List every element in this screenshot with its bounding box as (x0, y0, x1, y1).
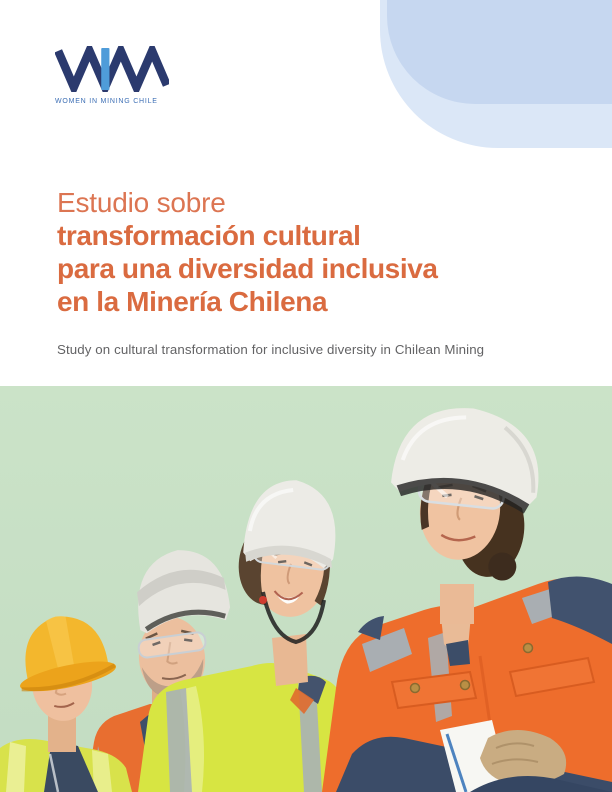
title-block (57, 186, 557, 318)
logo-tagline: WOMEN IN MINING CHILE (55, 98, 158, 105)
title-line-2: para una diversidad inclusiva (57, 253, 438, 284)
wim-logo (55, 46, 185, 105)
wim-logo-icon (55, 46, 169, 92)
title-intro: Estudio sobre (57, 187, 226, 218)
subtitle: Study on cultural transformation for inclusive diversity in Chilean Mining (57, 342, 485, 357)
title-line-3: en la Minería Chilena (57, 286, 328, 317)
title-line-1: transformación cultural (57, 220, 361, 251)
cover-photo (0, 386, 612, 792)
